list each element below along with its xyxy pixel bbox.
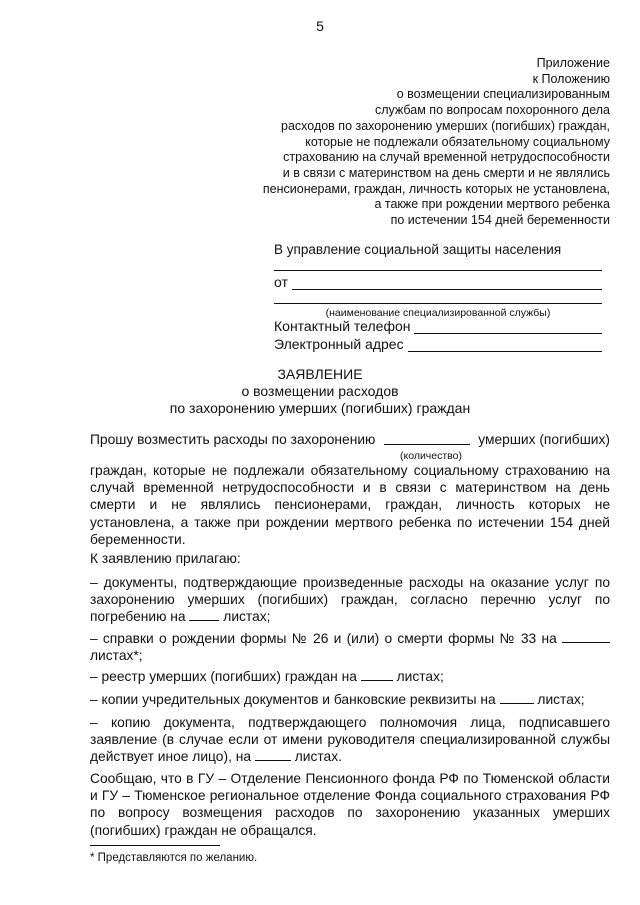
sheets-field[interactable] xyxy=(500,691,534,704)
attachment-item xyxy=(90,668,610,685)
sheets-field[interactable] xyxy=(255,748,291,761)
appendix-line: пенсионерами, граждан, личность которых не установлена, xyxy=(262,181,610,196)
attachment-text: листах. xyxy=(294,749,342,765)
title-line: о возмещении расходов xyxy=(241,383,399,399)
service-name-line[interactable] xyxy=(274,303,602,304)
appendix-line: расходов по захоронению умерших (погибших) граждан, xyxy=(281,118,610,133)
sheets-field[interactable] xyxy=(189,608,219,621)
quantity-caption: (количество) xyxy=(400,450,462,462)
attachment-text: листах; xyxy=(537,692,585,707)
appendix-header xyxy=(263,56,610,229)
quantity-field[interactable] xyxy=(384,432,470,445)
attachments-intro-text: К заявлению прилагаю: xyxy=(90,551,241,566)
phone-label: Контактный телефон xyxy=(274,318,411,334)
sheets-field[interactable] xyxy=(562,630,610,643)
title-main: ЗАЯВЛЕНИЕ xyxy=(277,366,363,382)
appendix-line: о возмещении специализированным xyxy=(396,87,610,102)
addressee-to: В управление социальной защиты населения xyxy=(274,242,562,257)
statement xyxy=(90,770,610,839)
request-continuation xyxy=(90,462,610,548)
email-row xyxy=(274,336,602,352)
request-end: умерших (погибших) xyxy=(478,432,610,447)
attachments-intro xyxy=(90,550,610,567)
phone-field[interactable] xyxy=(414,321,602,334)
appendix-line: а также при рождении мертвого ребенка xyxy=(374,197,610,212)
appendix-line: Приложение xyxy=(536,56,610,70)
appendix-line: страхованию на случай временной нетрудоспособности xyxy=(283,150,610,165)
attachment-text: листах*; xyxy=(90,648,143,664)
request-line xyxy=(90,432,610,447)
service-name-caption: (наименование специализированной службы) xyxy=(325,307,551,319)
attachment-item xyxy=(90,691,610,708)
title-line: по захоронению умерших (погибших) граждан xyxy=(169,400,471,416)
request-start: Прошу возместить расходы по захоронению xyxy=(90,432,376,447)
appendix-line: и в связи с материнством на день смерти и не являлись xyxy=(282,165,610,180)
attachment-text: листах; xyxy=(223,609,271,625)
request-continuation-text: граждан, которые не подлежали обязательному социальному страхованию на случай временной нетрудоспособности и в связи с материнством на день смерти и не являлись пенсионерами, граждан, личность которых не установлена, а также при рождении мертвого ребенка по истечении 154 дней беременности. xyxy=(90,463,610,547)
appendix-line: которые не подлежали обязательному социальному xyxy=(305,134,610,149)
sheets-field[interactable] xyxy=(361,668,393,681)
attachment-text: – копию документа, подтверждающего полномочия лица, подписавшего заявление (в случае если от имени руководителя специализированной службы действует иное лицо), на xyxy=(90,715,610,765)
attachment-text: листах; xyxy=(396,669,444,684)
appendix-line: к Положению xyxy=(532,71,610,86)
attachment-item xyxy=(90,714,610,766)
attachment-item xyxy=(90,630,610,664)
attachment-text: – справки о рождении формы № 26 и (или) о смерти формы № 33 на xyxy=(90,631,557,646)
from-field[interactable] xyxy=(292,277,602,290)
attachment-text: – документы, подтверждающие произведенные расходы на оказание услуг по захоронению умерших (погибших) граждан, согласно перечню услуг по погребению на xyxy=(90,575,610,625)
from-label: от xyxy=(274,274,288,290)
footnote-divider xyxy=(90,845,220,846)
phone-row xyxy=(274,318,602,334)
footnote: * Представляются по желанию. xyxy=(90,852,258,864)
document-title xyxy=(0,366,640,417)
email-field[interactable] xyxy=(408,339,602,352)
attachment-item xyxy=(90,574,610,626)
appendix-line: по истечении 154 дней беременности xyxy=(390,213,610,228)
addressee-blank-line[interactable] xyxy=(274,270,602,271)
attachment-text: – реестр умерших (погибших) граждан на xyxy=(90,669,357,684)
appendix-line: службам по вопросам похоронного дела xyxy=(374,103,610,118)
attachment-text: – копии учредительных документов и банковские реквизиты на xyxy=(90,692,496,707)
page-number: 5 xyxy=(316,18,324,34)
statement-text: Сообщаю, что в ГУ – Отделение Пенсионного фонда РФ по Тюменской области и ГУ – Тюменское региональное отделение Фонда социального страхования РФ по вопросу возмещения расходов по захоронению указанных умерших (погибших) граждан не обращался. xyxy=(90,771,610,838)
email-label: Электронный адрес xyxy=(274,336,404,352)
from-row xyxy=(274,274,602,290)
